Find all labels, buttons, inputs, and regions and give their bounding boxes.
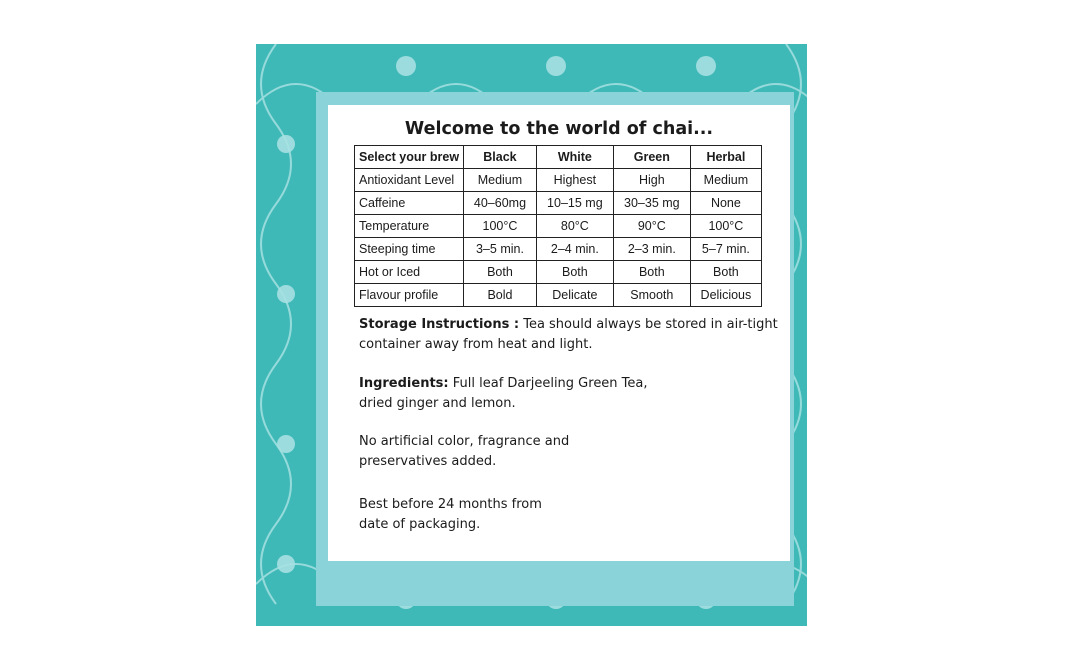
best-before-line2: date of packaging.: [359, 517, 481, 532]
table-cell: High: [613, 169, 690, 192]
table-cell: Temperature: [355, 215, 464, 238]
table-cell: 3–5 min.: [464, 238, 537, 261]
no-artificial-note: [359, 432, 569, 472]
table-cell: Delicate: [536, 284, 613, 307]
table-row: [355, 169, 762, 192]
table-cell: 100°C: [464, 215, 537, 238]
table-header: White: [536, 146, 613, 169]
table-cell: Steeping time: [355, 238, 464, 261]
table-cell: 2–3 min.: [613, 238, 690, 261]
best-before-note: [359, 495, 542, 535]
table-cell: 80°C: [536, 215, 613, 238]
table-cell: 100°C: [690, 215, 761, 238]
table-cell: Medium: [464, 169, 537, 192]
table-header-row: [355, 146, 762, 169]
table-cell: Delicious: [690, 284, 761, 307]
info-label: [328, 105, 790, 561]
storage-heading: Storage Instructions :: [359, 317, 520, 332]
storage-text-line2: container away from heat and light.: [359, 337, 593, 352]
no-artificial-line2: preservatives added.: [359, 454, 497, 469]
table-cell: Highest: [536, 169, 613, 192]
table-row: [355, 261, 762, 284]
table-cell: 2–4 min.: [536, 238, 613, 261]
table-row: [355, 192, 762, 215]
ingredients: [359, 374, 648, 414]
table-cell: None: [690, 192, 761, 215]
table-header: Green: [613, 146, 690, 169]
best-before-line1: Best before 24 months from: [359, 497, 542, 512]
table-cell: 5–7 min.: [690, 238, 761, 261]
table-row: [355, 238, 762, 261]
table-header: Black: [464, 146, 537, 169]
table-header: Select your brew: [355, 146, 464, 169]
table-cell: Both: [464, 261, 537, 284]
storage-instructions: [359, 315, 778, 355]
table-cell: Both: [536, 261, 613, 284]
brew-table: [354, 145, 762, 307]
table-cell: Smooth: [613, 284, 690, 307]
table-cell: 30–35 mg: [613, 192, 690, 215]
table-row: [355, 215, 762, 238]
ingredients-heading: Ingredients:: [359, 376, 449, 391]
table-cell: Hot or Iced: [355, 261, 464, 284]
label-title: Welcome to the world of chai...: [404, 119, 714, 139]
table-cell: Both: [613, 261, 690, 284]
ingredients-text-line1: Full leaf Darjeeling Green Tea,: [448, 376, 648, 391]
table-row: [355, 284, 762, 307]
table-cell: 90°C: [613, 215, 690, 238]
ingredients-text-line2: dried ginger and lemon.: [359, 396, 516, 411]
table-header: Herbal: [690, 146, 761, 169]
table-cell: Both: [690, 261, 761, 284]
tea-box-back: [256, 44, 807, 626]
no-artificial-line1: No artificial color, fragrance and: [359, 434, 570, 449]
table-cell: Bold: [464, 284, 537, 307]
table-cell: Caffeine: [355, 192, 464, 215]
table-cell: 40–60mg: [464, 192, 537, 215]
table-cell: Antioxidant Level: [355, 169, 464, 192]
table-cell: Flavour profile: [355, 284, 464, 307]
table-cell: Medium: [690, 169, 761, 192]
storage-text-line1: Tea should always be stored in air-tight: [519, 317, 778, 332]
table-cell: 10–15 mg: [536, 192, 613, 215]
